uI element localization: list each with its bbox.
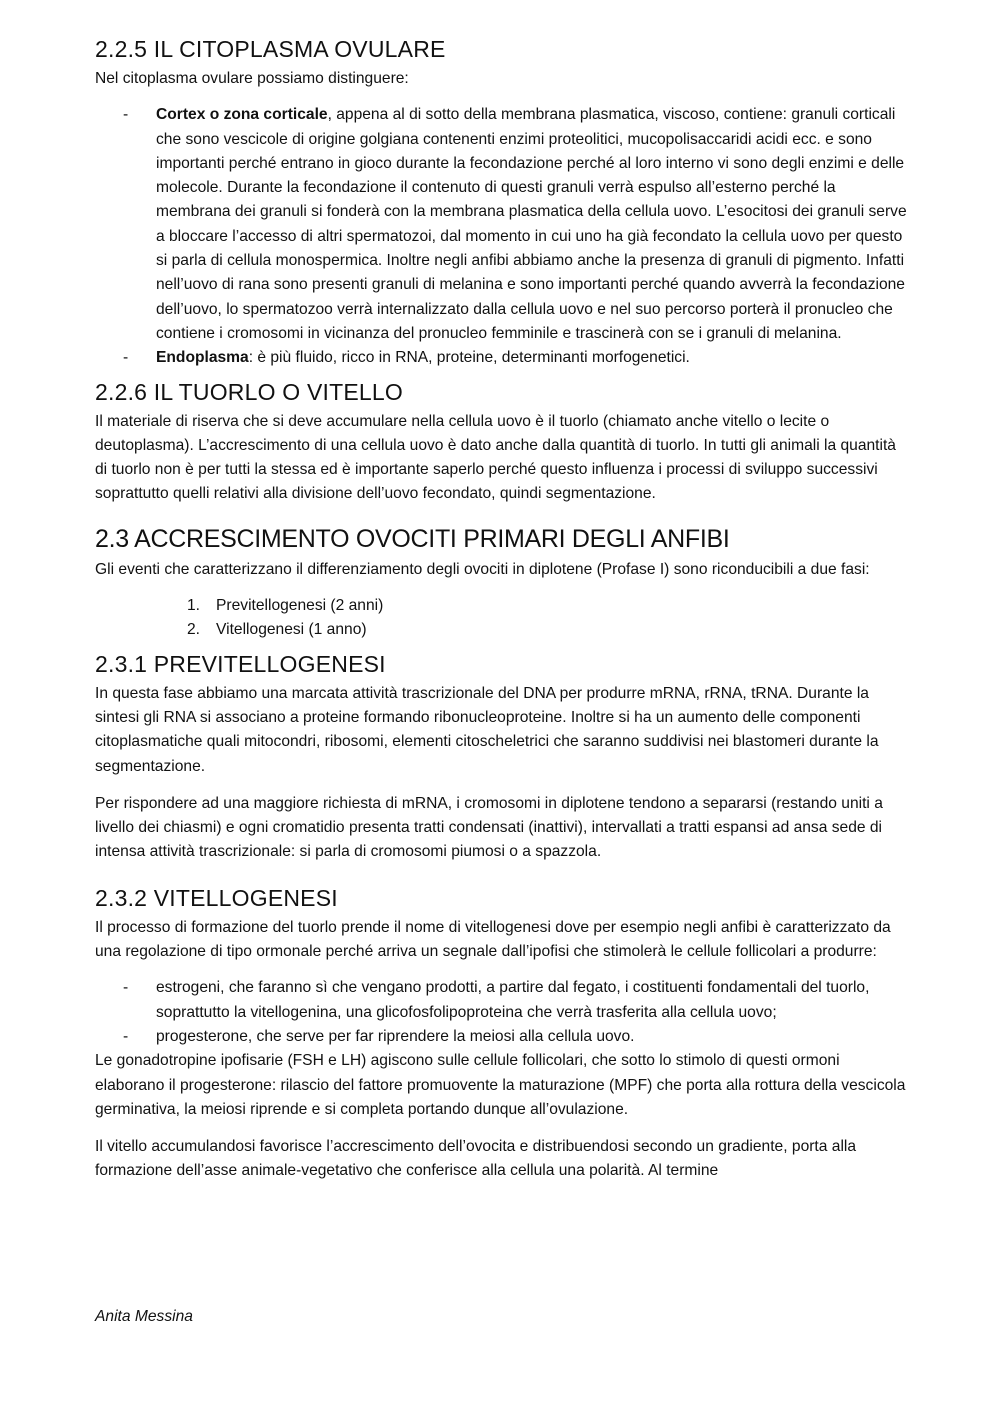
bullet-list	[95, 976, 908, 1049]
list-item	[95, 618, 908, 642]
paragraph: In questa fase abbiamo una marcata attività trascrizionale del DNA per produrre mRNA, rRNA, tRNA. Durante la sintesi gli RNA si associano a proteine formando ribonucleoproteine. Inoltre si ha un aumento delle componenti citoplasmatiche quali mitocondri, ribosomi, elementi citoscheletrici che saranno suddivisi nei blastomeri durante la segmentazione.	[95, 684, 879, 775]
list-number: 1.	[187, 597, 201, 615]
list-item-text: Vitellogenesi (1 anno)	[216, 621, 367, 639]
section-heading-2-3-2: 2.3.2 VITELLOGENESI	[95, 884, 338, 911]
paragraph: Il vitello accumulandosi favorisce l’accrescimento dell’ovocita e distribuendosi secondo un gradiente, porta alla formazione dell’asse animale-vegetativo che conferisce alla cellula una polarità. Al termine	[95, 1138, 857, 1180]
bold-term: Endoplasma	[156, 349, 249, 367]
section-heading-2-2-5: 2.2.5 IL CITOPLASMA OVULARE	[95, 36, 446, 62]
numbered-list	[95, 594, 908, 643]
bullet-dash: -	[123, 979, 129, 997]
list-number: 2.	[187, 621, 201, 639]
paragraph: Nel citoplasma ovulare possiamo distinguere:	[95, 70, 409, 87]
bold-term: Cortex o zona corticale	[156, 106, 328, 124]
paragraph: Il materiale di riserva che si deve accumulare nella cellula uovo è il tuorlo (chiamato anche vitello o lecite o deutoplasma). L’accrescimento di una cellula uovo è dato anche dalla quantità di tuorlo. In tutti gli animali la quantità di tuorlo non è per tutti la stessa ed è importante saperlo perché questo influenza i processi di sviluppo successivi soprattutto quelli relativi alla divisione dell’uovo fecondato, quindi segmentazione.	[95, 412, 896, 503]
list-item	[95, 594, 908, 618]
list-item-text: , appena al di sotto della membrana plasmatica, viscoso, contiene: granuli corticali che sono vescicole di origine golgiana contenenti enzimi proteolitici, mucopolisaccaridi acidi ecc. e sono importanti perché entrano in gioco durante la fecondazione perché al loro interno vi sono degli enzimi e delle molecole. Durante la fecondazione il contenuto di questi granuli verrà espulso all’esterno perché la membrana dei granuli si fonderà con la membrana plasmatica della cellula uovo. L’esocitosi dei granuli serve a bloccare l’accesso di altri spermatozoi, dal momento in cui uno ha già fecondato la cellula uovo per questo si parla di cellula monospermica. Inoltre negli anfibi abbiamo anche la presenza di granuli di pigmento. Infatti nell’uovo di rana sono presenti granuli di melanina e sono importanti perché quando avverrà la fecondazione dell’uovo, lo spermatozoo verrà internalizzato dalla cellula uovo e nel suo percorso porterà il pronucleo che contiene i cromosomi in vicinanza del pronucleo femminile e trascinerà con se i granuli di melanina.	[156, 106, 907, 342]
paragraph: Gli eventi che caratterizzano il differenziamento degli ovociti in diplotene (Profase I) sono riconducibili a due fasi:	[95, 560, 870, 578]
footer-author: Anita Messina	[95, 1308, 193, 1325]
bullet-dash: -	[123, 106, 129, 124]
list-item-text: progesterone, che serve per far riprendere la meiosi alla cellula uovo.	[156, 1027, 635, 1045]
list-item-text: estrogeni, che faranno sì che vengano prodotti, a partire dal fegato, i costituenti fondamentali del tuorlo, soprattutto la vitellogenina, una glicofosfolipoproteina che verrà trasferita alla cellula uovo;	[156, 979, 870, 1021]
paragraph: Per rispondere ad una maggiore richiesta di mRNA, i cromosomi in diplotene tendono a separarsi (restando uniti a livello dei chiasmi) e ogni cromatidio presenta tratti condensati (inattivi), intervallati a tratti espansi ad ansa sede di intensa attività trascrizionale: si parla di cromosomi piumosi o a spazzola.	[95, 794, 883, 861]
section-heading-2-3-1: 2.3.1 PREVITELLOGENESI	[95, 650, 386, 677]
section-heading-2-3: 2.3 ACCRESCIMENTO OVOCITI PRIMARI DEGLI ANFIBI	[95, 524, 730, 553]
list-item	[95, 346, 908, 370]
list-item	[95, 103, 908, 346]
bullet-list	[95, 103, 908, 370]
bullet-dash: -	[123, 349, 129, 367]
paragraph: Le gonadotropine ipofisarie (FSH e LH) agiscono sulle cellule follicolari, che sotto lo stimolo di questi ormoni elaborano il progesterone: rilascio del fattore promuovente la maturazione (MPF) che porta alla rottura della vescicola germinativa, la meiosi riprende e si completa portando dunque all’ovulazione.	[95, 1052, 906, 1118]
bullet-dash: -	[123, 1027, 129, 1045]
list-item	[95, 1025, 908, 1049]
list-item-text: : è più fluido, ricco in RNA, proteine, determinanti morfogenetici.	[248, 349, 690, 367]
list-item-text: Previtellogenesi (2 anni)	[216, 597, 384, 615]
list-item	[95, 976, 908, 1025]
section-heading-2-2-6: 2.2.6 IL TUORLO O VITELLO	[95, 378, 403, 405]
paragraph: Il processo di formazione del tuorlo prende il nome di vitellogenesi dove per esempio negli anfibi è caratterizzato da una regolazione di tipo ormonale perché arriva un segnale dall’ipofisi che stimolerà le cellule follicolari a produrre:	[95, 918, 891, 961]
